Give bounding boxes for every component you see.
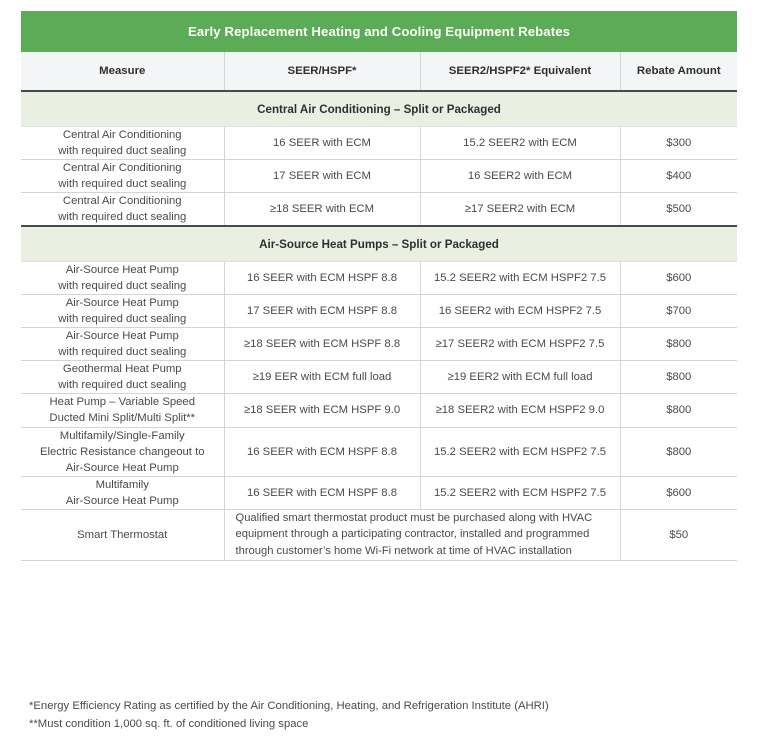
cell-seer-hspf: 16 SEER with ECM HSPF 8.8 <box>224 427 420 476</box>
measure-line: Air-Source Heat Pump <box>65 461 179 474</box>
cell-rebate-amount: $400 <box>620 160 737 193</box>
cell-seer2-hspf2: 16 SEER2 with ECM <box>420 160 620 193</box>
table-row <box>21 328 737 361</box>
footnotes <box>29 697 745 734</box>
cell-rebate-amount: $800 <box>620 361 737 394</box>
cell-rebate-amount: $50 <box>620 509 737 560</box>
cell-seer-hspf: ≥18 SEER with ECM HSPF 9.0 <box>224 394 420 427</box>
measure-line: with required duct sealing <box>58 313 187 326</box>
measure-line: Heat Pump – Variable Speed <box>49 396 195 409</box>
column-header-seer2-hspf2: SEER2/HSPF2* Equivalent <box>420 52 620 91</box>
cell-rebate-amount: $700 <box>620 295 737 328</box>
cell-seer2-hspf2: ≥17 SEER2 with ECM HSPF2 7.5 <box>420 328 620 361</box>
column-header-measure: Measure <box>21 52 224 91</box>
cell-seer-hspf: 17 SEER with ECM <box>224 160 420 193</box>
cell-measure <box>21 328 224 361</box>
measure-line: Air-Source Heat Pump <box>65 297 179 310</box>
cell-seer2-hspf2: 15.2 SEER2 with ECM HSPF2 7.5 <box>420 262 620 295</box>
cell-measure <box>21 193 224 227</box>
cell-rebate-amount: $800 <box>620 328 737 361</box>
section-header-row <box>21 91 737 127</box>
cell-seer-hspf: 17 SEER with ECM HSPF 8.8 <box>224 295 420 328</box>
measure-line: with required duct sealing <box>58 379 187 392</box>
column-header-rebate-amount: Rebate Amount <box>620 52 737 91</box>
cell-description: Qualified smart thermostat product must be purchased along with HVAC equipment through a participating contractor, installed and programmed through customer’s home Wi-Fi network at time of HVAC installation <box>224 509 620 560</box>
table-row <box>21 262 737 295</box>
section-heading: Air-Source Heat Pumps – Split or Packaged <box>21 226 737 262</box>
cell-measure <box>21 295 224 328</box>
cell-seer-hspf: ≥19 EER with ECM full load <box>224 361 420 394</box>
table-row <box>21 509 737 560</box>
measure-line: Ducted Mini Split/Multi Split** <box>49 412 196 425</box>
cell-seer-hspf: ≥18 SEER with ECM HSPF 8.8 <box>224 328 420 361</box>
cell-rebate-amount: $600 <box>620 476 737 509</box>
cell-measure <box>21 476 224 509</box>
table-row <box>21 160 737 193</box>
cell-seer2-hspf2: 16 SEER2 with ECM HSPF2 7.5 <box>420 295 620 328</box>
rebate-table <box>21 11 737 561</box>
measure-line: with required duct sealing <box>58 346 187 359</box>
cell-seer2-hspf2: ≥19 EER2 with ECM full load <box>420 361 620 394</box>
table-row <box>21 361 737 394</box>
column-header-row <box>21 52 737 91</box>
cell-seer-hspf: 16 SEER with ECM HSPF 8.8 <box>224 262 420 295</box>
measure-line: Air-Source Heat Pump <box>65 264 179 277</box>
cell-measure <box>21 361 224 394</box>
cell-seer2-hspf2: ≥17 SEER2 with ECM <box>420 193 620 227</box>
measure-line: Central Air Conditioning <box>62 129 182 141</box>
cell-seer-hspf: 16 SEER with ECM <box>224 127 420 160</box>
cell-seer2-hspf2: 15.2 SEER2 with ECM HSPF2 7.5 <box>420 476 620 509</box>
table-row <box>21 295 737 328</box>
measure-line: Multifamily/Single-Family <box>59 429 185 442</box>
cell-rebate-amount: $800 <box>620 394 737 427</box>
footnote-single-asterisk: *Energy Efficiency Rating as certified by the Air Conditioning, Heating, and Refrigeration Institute (AHRI) <box>29 700 549 712</box>
table-title-row <box>21 11 737 52</box>
measure-line: with required duct sealing <box>58 178 187 191</box>
cell-rebate-amount: $800 <box>620 427 737 476</box>
footnote-double-asterisk: **Must condition 1,000 sq. ft. of conditioned living space <box>29 718 309 731</box>
measure-line: Air-Source Heat Pump <box>65 330 179 343</box>
cell-measure <box>21 160 224 193</box>
cell-measure <box>21 394 224 427</box>
table-title: Early Replacement Heating and Cooling Equipment Rebates <box>21 11 737 52</box>
section-header-row <box>21 226 737 262</box>
measure-line: Multifamily <box>95 478 149 491</box>
cell-rebate-amount: $500 <box>620 193 737 227</box>
measure-line: Central Air Conditioning <box>62 195 182 208</box>
table-row <box>21 394 737 427</box>
measure-line: with required duct sealing <box>58 145 187 158</box>
table-row <box>21 427 737 476</box>
cell-measure <box>21 262 224 295</box>
table-row <box>21 127 737 160</box>
cell-seer2-hspf2: ≥18 SEER2 with ECM HSPF2 9.0 <box>420 394 620 427</box>
measure-line: with required duct sealing <box>58 211 187 224</box>
cell-seer-hspf: 16 SEER with ECM HSPF 8.8 <box>224 476 420 509</box>
measure-line: Central Air Conditioning <box>62 162 182 175</box>
measure-line: with required duct sealing <box>58 280 187 293</box>
measure-line: Geothermal Heat Pump <box>62 363 182 376</box>
column-header-seer-hspf: SEER/HSPF* <box>224 52 420 91</box>
rebate-table-container <box>21 11 737 561</box>
section-heading: Central Air Conditioning – Split or Packaged <box>21 91 737 127</box>
cell-rebate-amount: $300 <box>620 127 737 160</box>
measure-line: Electric Resistance changeout to <box>39 445 205 458</box>
table-row <box>21 476 737 509</box>
measure-line: Air-Source Heat Pump <box>65 494 179 507</box>
measure-line: Smart Thermostat <box>77 528 168 541</box>
cell-seer-hspf: ≥18 SEER with ECM <box>224 193 420 227</box>
cell-measure <box>21 427 224 476</box>
cell-measure <box>21 127 224 160</box>
cell-seer2-hspf2: 15.2 SEER2 with ECM HSPF2 7.5 <box>420 427 620 476</box>
cell-seer2-hspf2: 15.2 SEER2 with ECM <box>420 127 620 160</box>
cell-measure <box>21 509 224 560</box>
table-row <box>21 193 737 227</box>
cell-rebate-amount: $600 <box>620 262 737 295</box>
